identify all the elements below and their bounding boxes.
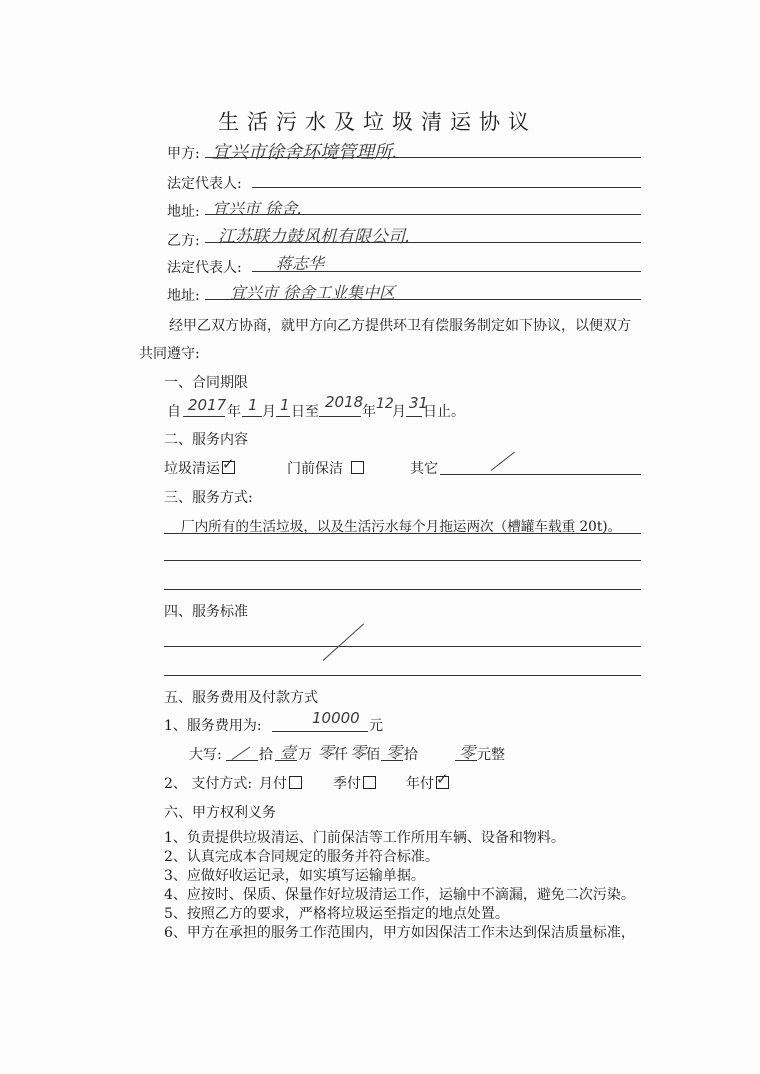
service-method-text: 厂内所有的生活垃圾，以及生活污水每个月拖运两次（槽罐车载重 20t)。 bbox=[181, 519, 622, 535]
term-to: 日至 bbox=[291, 404, 319, 420]
term-month-1-line bbox=[242, 416, 262, 417]
pay-yearly-label: 年付 bbox=[406, 776, 434, 792]
term-month-1-unit: 月 bbox=[262, 404, 276, 420]
pay-quarterly-checkbox[interactable] bbox=[363, 776, 376, 789]
duty-item: 2、认真完成本合同规定的服务并符合标准。 bbox=[164, 849, 439, 865]
fee-value-line bbox=[272, 731, 368, 732]
daxie-shi2-unit: 拾 bbox=[404, 747, 418, 763]
duty-item: 5、按照乙方的要求，严格将垃圾运至指定的地点处置。 bbox=[164, 906, 509, 922]
daxie-shi-unit: 拾 bbox=[259, 747, 273, 763]
term-end: 日止。 bbox=[423, 404, 465, 420]
fee-unit: 元 bbox=[369, 718, 383, 734]
option-other-line bbox=[440, 474, 641, 475]
option-frontdoor bbox=[287, 461, 364, 477]
section-1-heading: 一、合同期限 bbox=[164, 375, 248, 391]
service-standard-line-1 bbox=[164, 646, 641, 647]
fee-value: 10000 bbox=[312, 709, 360, 727]
term-day-2-line bbox=[406, 416, 422, 417]
duty-item: 4、应按时、保质、保量作好垃圾清运工作，运输中不滴漏，避免二次污染。 bbox=[164, 887, 635, 903]
option-garbage-label: 垃圾清运 bbox=[164, 461, 220, 477]
pay-monthly-label: 月付 bbox=[259, 776, 287, 792]
daxie-bai-unit: 佰 bbox=[366, 747, 380, 763]
section-3-heading: 三、服务方式: bbox=[164, 490, 253, 506]
pay-quarterly-label: 季付 bbox=[333, 776, 361, 792]
pay-yearly-checkbox[interactable] bbox=[436, 770, 449, 789]
party-a-rep-label: 法定代表人: bbox=[167, 176, 242, 192]
daxie-bai-value: 零 bbox=[350, 743, 367, 762]
section-2-heading: 二、服务内容 bbox=[164, 432, 248, 448]
party-a-name: 宜兴市徐舍环境管理所. bbox=[212, 142, 398, 163]
daxie-shi2-line bbox=[381, 760, 403, 761]
daxie-yuan-line bbox=[455, 760, 477, 761]
document-title: 生活污水及垃圾清运协议 bbox=[218, 110, 537, 134]
party-a-addr-label: 地址: bbox=[167, 204, 200, 220]
pay-monthly bbox=[259, 776, 302, 792]
daxie-shiwan-line bbox=[226, 760, 258, 761]
term-year-1-unit: 年 bbox=[227, 404, 241, 420]
payment-label: 2、 支付方式: bbox=[164, 776, 253, 792]
pay-yearly bbox=[406, 770, 449, 792]
daxie-label: 大写: bbox=[189, 747, 222, 763]
intro-line-2: 共同遵守: bbox=[139, 346, 200, 362]
option-frontdoor-label: 门前保洁 bbox=[287, 461, 343, 477]
term-year-1-line bbox=[183, 416, 225, 417]
check-mark-icon: ✓ bbox=[222, 455, 235, 473]
daxie-wan-line bbox=[275, 760, 297, 761]
term-year-2: 2018 bbox=[325, 393, 364, 411]
term-year-2-line bbox=[319, 416, 361, 417]
term-year-1: 2017 bbox=[188, 396, 227, 414]
term-day-1-line bbox=[276, 416, 290, 417]
party-b-label: 乙方: bbox=[167, 233, 200, 249]
service-standard-line-2 bbox=[164, 675, 641, 676]
party-a-label: 甲方: bbox=[167, 146, 200, 162]
option-other-strike bbox=[491, 452, 515, 471]
fee-label: 1、服务费用为: bbox=[164, 718, 262, 734]
option-garbage-checkbox[interactable] bbox=[222, 455, 235, 474]
party-b-addr-line bbox=[205, 299, 641, 300]
option-frontdoor-checkbox[interactable] bbox=[351, 461, 364, 474]
party-b-rep-label: 法定代表人: bbox=[167, 260, 242, 276]
service-method-line-3 bbox=[164, 589, 641, 590]
duty-item: 1、负责提供垃圾清运、门前保洁等工作所用车辆、设备和物料。 bbox=[164, 830, 565, 846]
term-from: 自 bbox=[167, 404, 181, 420]
party-b-addr-label: 地址: bbox=[167, 288, 200, 304]
party-b-addr: 宜兴市 徐舍工业集中区 bbox=[230, 283, 396, 302]
party-a-line bbox=[205, 157, 641, 158]
daxie-wan-unit: 万 bbox=[298, 747, 312, 763]
daxie-shiwan-strike bbox=[232, 746, 251, 759]
party-b-line bbox=[205, 242, 641, 243]
term-year-2-unit: 年 bbox=[362, 404, 376, 420]
service-standard-strike bbox=[323, 623, 365, 661]
duty-item: 6、甲方在承担的服务工作范围内，甲方如因保洁工作未达到保洁质量标准， bbox=[164, 925, 635, 941]
party-a-rep-line bbox=[252, 187, 641, 188]
party-b-name: 江苏联力鼓风机有限公司. bbox=[218, 227, 411, 247]
service-method-line-1 bbox=[164, 533, 641, 534]
term-day-2: 31 bbox=[409, 394, 429, 412]
term-month-2-unit: 月 bbox=[392, 404, 406, 420]
intro-line-1: 经甲乙双方协商，就甲方向乙方提供环卫有偿服务制定如下协议，以便双方 bbox=[169, 318, 631, 334]
section-4-heading: 四、服务标准 bbox=[164, 604, 248, 620]
daxie-wan-value: 壹 bbox=[280, 743, 297, 762]
section-5-heading: 五、服务费用及付款方式 bbox=[164, 690, 318, 706]
daxie-qian-value: 零 bbox=[318, 743, 335, 762]
daxie-yuan-unit: 元整 bbox=[477, 747, 505, 763]
party-b-rep: 蒋志华 bbox=[276, 254, 325, 273]
daxie-shi2-value: 零 bbox=[386, 743, 403, 762]
term-month-1: 1 bbox=[248, 396, 258, 414]
term-month-2: 12 bbox=[376, 396, 394, 412]
duty-item: 3、应做好收运记录，如实填写运输单据。 bbox=[164, 868, 425, 884]
pay-quarterly bbox=[333, 776, 376, 792]
pay-monthly-checkbox[interactable] bbox=[289, 776, 302, 789]
term-day-1: 1 bbox=[280, 396, 290, 414]
party-b-rep-line bbox=[252, 271, 641, 272]
section-6-heading: 六、甲方权利义务 bbox=[164, 805, 276, 821]
service-method-line-2 bbox=[164, 560, 641, 561]
party-a-addr: 宜兴市 徐舍. bbox=[212, 199, 303, 218]
option-garbage bbox=[164, 455, 235, 477]
daxie-yuan-value: 零 bbox=[459, 743, 476, 762]
check-mark-icon: ✓ bbox=[436, 770, 449, 788]
party-a-addr-line bbox=[205, 214, 641, 215]
daxie-qian-unit: 仟 bbox=[334, 747, 348, 763]
option-other-label: 其它 bbox=[410, 461, 438, 477]
